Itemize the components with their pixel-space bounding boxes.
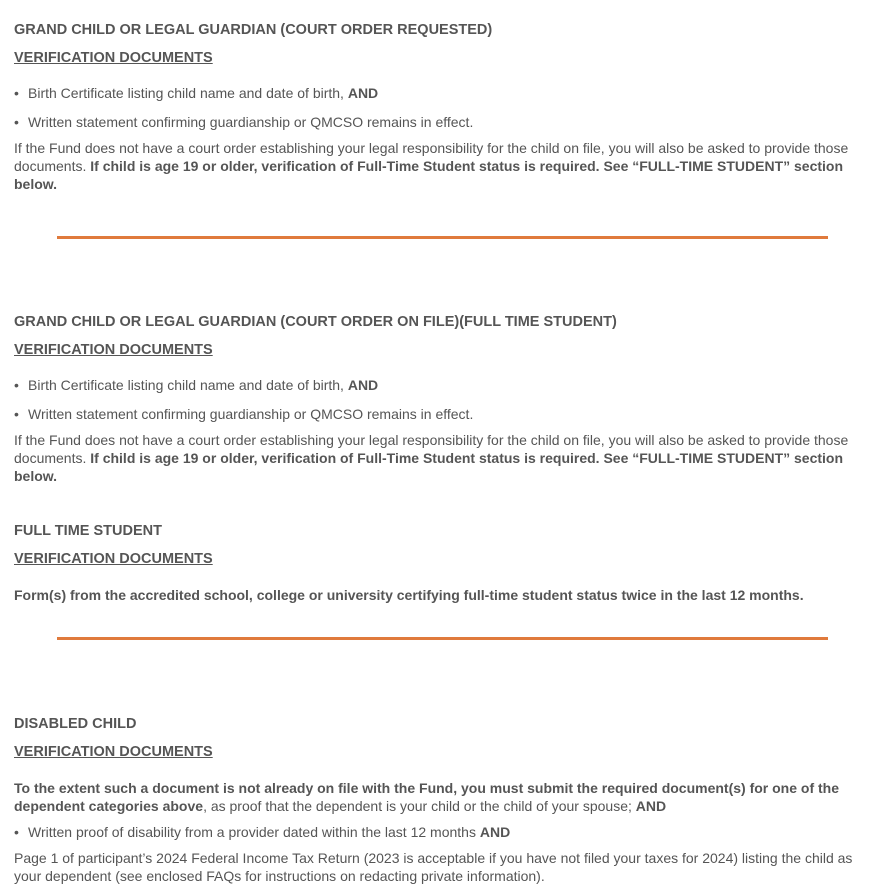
list-item <box>14 405 876 423</box>
list-item-bold: AND <box>347 85 379 101</box>
section-paragraph: Form(s) from the accredited school, college or university certifying full-time student status twice in the last 12 months. <box>14 587 804 603</box>
section-subheading: VERIFICATION DOCUMENTS <box>14 551 213 567</box>
document-list <box>14 376 876 423</box>
paragraph-bold: If child is age 19 or older, verification of Full-Time Student status is required. See “FULL-TIME STUDENT” section below. <box>14 450 844 484</box>
paragraph-text: , as proof that the dependent is your child or the child of your spouse; <box>203 798 636 814</box>
paragraph-bold: If child is age 19 or older, verification of Full-Time Student status is required. See “FULL-TIME STUDENT” section below. <box>14 158 844 192</box>
paragraph-text: If the Fund does not have a court order establishing your legal responsibility for the child on file, you will also be asked to provide those documents. <box>14 140 849 174</box>
list-item <box>14 84 876 102</box>
document-list <box>14 823 876 841</box>
section-court-order-requested <box>14 21 876 193</box>
list-item-bold: AND <box>347 377 379 393</box>
section-divider <box>57 236 828 239</box>
section-heading: DISABLED CHILD <box>14 716 137 732</box>
list-item <box>14 823 876 841</box>
section-disabled-child <box>14 715 876 885</box>
section-heading: GRAND CHILD OR LEGAL GUARDIAN (COURT ORDER ON FILE)(FULL TIME STUDENT) <box>14 314 617 330</box>
list-item-text: Written proof of disability from a provider dated within the last 12 months <box>28 824 480 840</box>
list-item-text: Written statement confirming guardianship or QMCSO remains in effect. <box>28 406 474 422</box>
section-paragraph <box>14 139 876 193</box>
section-subheading: VERIFICATION DOCUMENTS <box>14 744 213 760</box>
list-item-text: Written statement confirming guardianship or QMCSO remains in effect. <box>28 114 474 130</box>
section-subheading: VERIFICATION DOCUMENTS <box>14 50 213 66</box>
list-item <box>14 113 876 131</box>
section-divider <box>57 637 828 640</box>
section-paragraph <box>14 431 876 485</box>
section-paragraph <box>14 779 876 815</box>
section-paragraph-2: Page 1 of participant’s 2024 Federal Income Tax Return (2023 is acceptable if you have not filed your taxes for 2024) listing the child as your dependent (see enclosed FAQs for instructions on redacting private information). <box>14 850 853 884</box>
list-item-text: Birth Certificate listing child name and date of birth, <box>28 85 348 101</box>
list-item-bold: AND <box>479 824 511 840</box>
paragraph-text: If the Fund does not have a court order establishing your legal responsibility for the child on file, you will also be asked to provide those documents. <box>14 432 849 466</box>
paragraph-bold: To the extent such a document is not already on file with the Fund, you must submit the required document(s) for one of the dependent categories above <box>14 780 840 814</box>
section-full-time-student <box>14 522 876 604</box>
paragraph-bold-end: AND <box>635 798 667 814</box>
section-subheading: VERIFICATION DOCUMENTS <box>14 342 213 358</box>
section-court-order-on-file <box>14 313 876 485</box>
section-heading: FULL TIME STUDENT <box>14 523 162 539</box>
section-heading: GRAND CHILD OR LEGAL GUARDIAN (COURT ORDER REQUESTED) <box>14 22 493 38</box>
list-item-text: Birth Certificate listing child name and date of birth, <box>28 377 348 393</box>
list-item <box>14 376 876 394</box>
document-list <box>14 84 876 131</box>
